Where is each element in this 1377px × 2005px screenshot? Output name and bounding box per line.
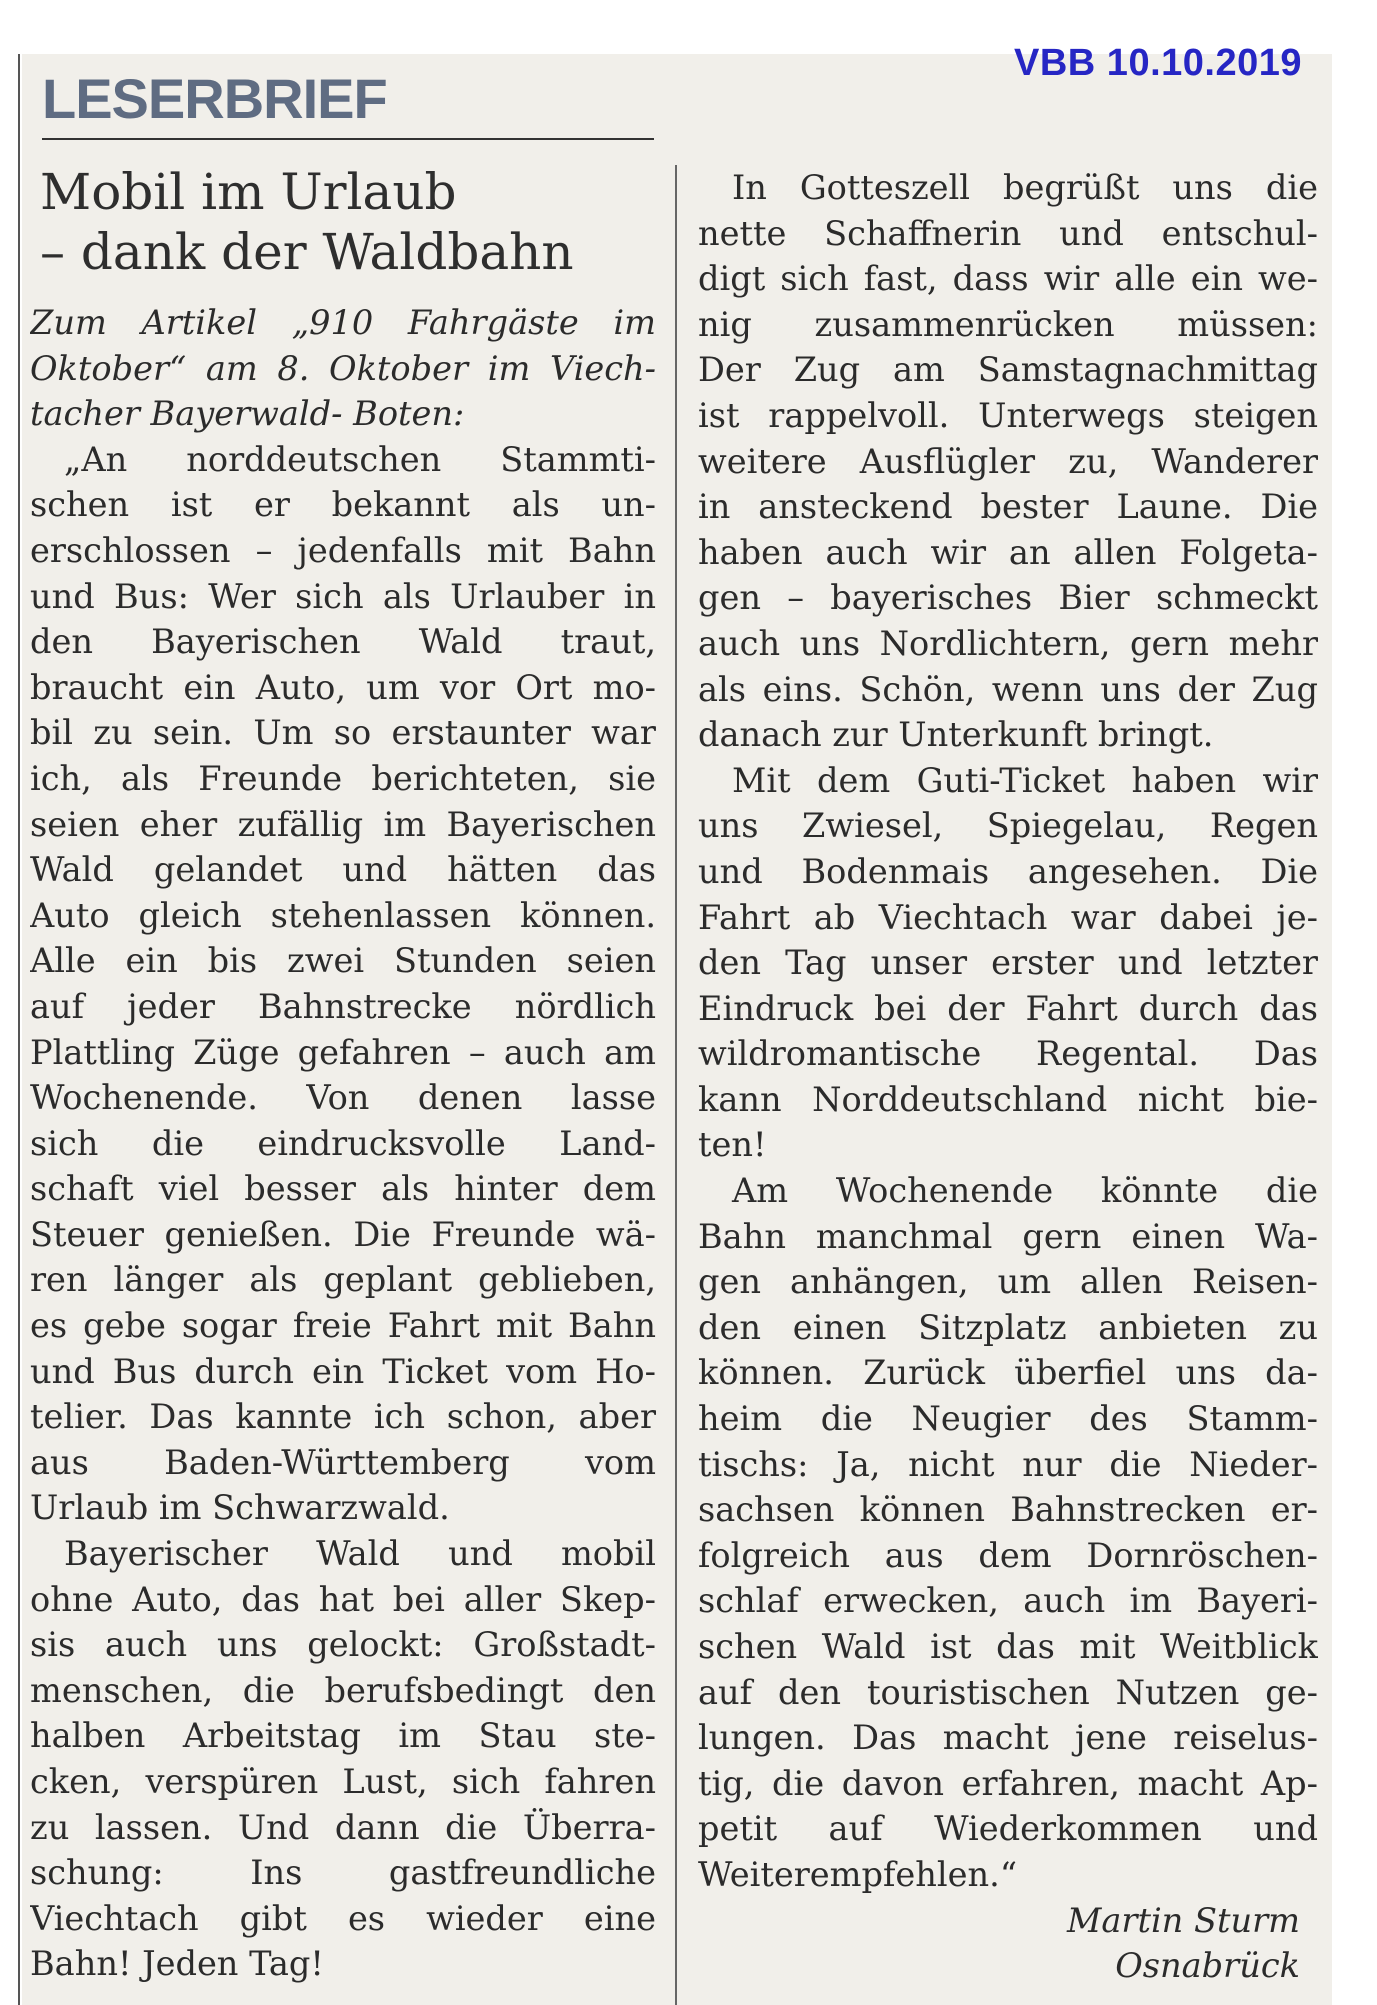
paragraph-line: Eindruck bei der Fahrt durch das	[698, 988, 1318, 1028]
paragraph-line: Fahrt ab Viechtach war dabei je-	[698, 897, 1318, 937]
paragraph-line: halben Arbeitstag im Stau ste-	[30, 1716, 656, 1756]
paragraph-line: wildromantische Regental. Das	[698, 1034, 1318, 1074]
paragraph-line: Wald gelandet und hätten das	[30, 850, 656, 890]
paragraph-line: zu lassen. Und dann die Überra-	[30, 1807, 656, 1847]
paragraph-line: tischs: Ja, nicht nur die Nieder-	[698, 1444, 1318, 1484]
paragraph-line: in ansteckend bester Laune. Die	[698, 487, 1318, 527]
paragraph-line: ren länger als geplant geblieben,	[30, 1260, 656, 1300]
paragraph-line: „An norddeutschen Stammti-	[64, 439, 656, 479]
paragraph-line: Am Wochenende könnte die	[732, 1171, 1318, 1211]
paragraph-line: digt sich fast, dass wir alle ein we-	[698, 259, 1318, 299]
paragraph-line: schlaf erwecken, auch im Bayeri-	[698, 1581, 1318, 1621]
paragraph-line: schen ist er bekannt als un-	[30, 485, 656, 525]
paragraph-line: können. Zurück überfiel uns da-	[698, 1353, 1318, 1393]
intro-line: Zum Artikel „910 Fahrgäste im	[30, 303, 656, 342]
paragraph-line: es gebe sogar freie Fahrt mit Bahn	[30, 1306, 656, 1346]
paragraph-line: sis auch uns gelockt: Großstadt-	[30, 1625, 656, 1665]
paragraph-line: heim die Neugier des Stamm-	[698, 1399, 1318, 1439]
right-text-column	[698, 165, 1318, 1989]
intro-line: tacher Bayerwald- Boten:	[30, 394, 465, 434]
paragraph-line: seien eher zufällig im Bayerischen	[30, 804, 656, 844]
paragraph-line: Auto gleich stehenlassen können.	[30, 895, 656, 935]
paragraph-line: Weiterempfehlen.“	[698, 1854, 1018, 1894]
paragraph-line: nette Schaffnerin und entschul-	[698, 213, 1318, 253]
paragraph-line: ich, als Freunde berichteten, sie	[30, 758, 656, 798]
paragraph-line: sachsen können Bahnstrecken er-	[698, 1490, 1318, 1530]
paragraph-line: sich die eindrucksvolle Land-	[30, 1123, 656, 1163]
paragraph-line: Bahn manchmal gern einen Wa-	[698, 1216, 1318, 1256]
paragraph-line: Mit dem Guti-Ticket haben wir	[732, 760, 1318, 800]
paragraph-line: bil zu sein. Um so erstaunter war	[30, 713, 656, 753]
paragraph-line: menschen, die berufsbedingt den	[30, 1670, 656, 1710]
paragraph-line: haben auch wir an allen Folgeta-	[698, 532, 1318, 572]
paragraph-line: Der Zug am Samstagnachmittag	[698, 350, 1318, 390]
paragraph-line: und Bus: Wer sich als Urlauber in	[30, 576, 656, 616]
paragraph-line: ist rappelvoll. Unterwegs steigen	[698, 395, 1318, 435]
paragraph-line: Plattling Züge gefahren – auch am	[30, 1032, 656, 1072]
paragraph-line: den Bayerischen Wald traut,	[30, 622, 656, 662]
rubric-underline	[42, 138, 654, 140]
paragraph-line: weitere Ausflügler zu, Wanderer	[698, 441, 1318, 481]
paragraph-line: petit auf Wiederkommen und	[698, 1809, 1318, 1849]
paragraph-line: schen Wald ist das mit Weitblick	[698, 1627, 1318, 1666]
paragraph-line: und Bus durch ein Ticket vom Ho-	[30, 1351, 656, 1391]
intro-line: Oktober“ am 8. Oktober im Viech-	[30, 348, 656, 388]
paragraph-line: auch uns Nordlichtern, gern mehr	[698, 623, 1318, 663]
paragraph-line: den Tag unser erster und letzter	[698, 943, 1318, 983]
paragraph-line: Bayerischer Wald und mobil	[64, 1534, 656, 1574]
paragraph-line: Wochenende. Von denen lasse	[30, 1078, 656, 1118]
paragraph-line: Urlaub im Schwarzwald.	[30, 1488, 450, 1528]
paragraph-line: aus Baden-Württemberg vom	[30, 1442, 656, 1482]
paragraph-line: auf den touristischen Nutzen ge-	[698, 1672, 1318, 1712]
left-column-rule	[18, 54, 20, 2005]
paragraph-line: danach zur Unterkunft bringt.	[698, 715, 1214, 755]
paragraph-line: nig zusammenrücken müssen:	[698, 304, 1318, 344]
headline-line: – dank der Waldbahn	[40, 223, 574, 281]
author-city: Osnabrück	[1115, 1946, 1300, 1986]
left-text-column	[30, 300, 656, 1987]
paragraph-line: telier. Das kannte ich schon, aber	[30, 1397, 656, 1437]
paragraph-line: Bahn! Jeden Tag!	[30, 1944, 324, 1984]
paragraph-line: Steuer genießen. Die Freunde wä-	[30, 1214, 656, 1254]
paragraph-line: lungen. Das macht jene reiselus-	[698, 1718, 1318, 1758]
paragraph-line: braucht ein Auto, um vor Ort mo-	[30, 667, 656, 707]
paragraph-line: Viechtach gibt es wieder eine	[30, 1898, 656, 1938]
paragraph-line: Alle ein bis zwei Stunden seien	[30, 941, 656, 981]
column-divider	[675, 165, 677, 2005]
paragraph-line: als eins. Schön, wenn uns der Zug	[698, 669, 1318, 709]
paragraph-line: auf jeder Bahnstrecke nördlich	[30, 986, 656, 1026]
author-name: Martin Sturm	[1067, 1900, 1300, 1940]
paragraph-line: schung: Ins gastfreundliche	[30, 1853, 656, 1893]
paragraph-line: ohne Auto, das hat bei aller Skep-	[30, 1579, 656, 1619]
paragraph-line: cken, verspüren Lust, sich fahren	[30, 1762, 656, 1801]
date-stamp: VBB 10.10.2019	[1014, 42, 1302, 84]
headline-line: Mobil im Urlaub	[40, 163, 457, 221]
paragraph-line: und Bodenmais angesehen. Die	[698, 851, 1318, 891]
paragraph-line: uns Zwiesel, Spiegelau, Regen	[698, 806, 1318, 846]
paragraph-line: kann Norddeutschland nicht bie-	[698, 1079, 1318, 1119]
paragraph-line: In Gotteszell begrüßt uns die	[732, 168, 1318, 207]
paragraph-line: schaft viel besser als hinter dem	[30, 1169, 656, 1209]
paragraph-line: folgreich aus dem Dornröschen-	[698, 1535, 1318, 1575]
paragraph-line: tig, die davon erfahren, macht Ap-	[698, 1763, 1318, 1803]
paragraph-line: gen – bayerisches Bier schmeckt	[698, 578, 1318, 618]
paragraph-line: erschlossen – jedenfalls mit Bahn	[30, 530, 656, 570]
paragraph-line: ten!	[698, 1125, 767, 1165]
paragraph-line: gen anhängen, um allen Reisen-	[698, 1262, 1318, 1302]
rubric-label: LESERBRIEF	[42, 67, 387, 130]
paragraph-line: den einen Sitzplatz anbieten zu	[698, 1307, 1318, 1347]
article-headline	[40, 162, 660, 282]
